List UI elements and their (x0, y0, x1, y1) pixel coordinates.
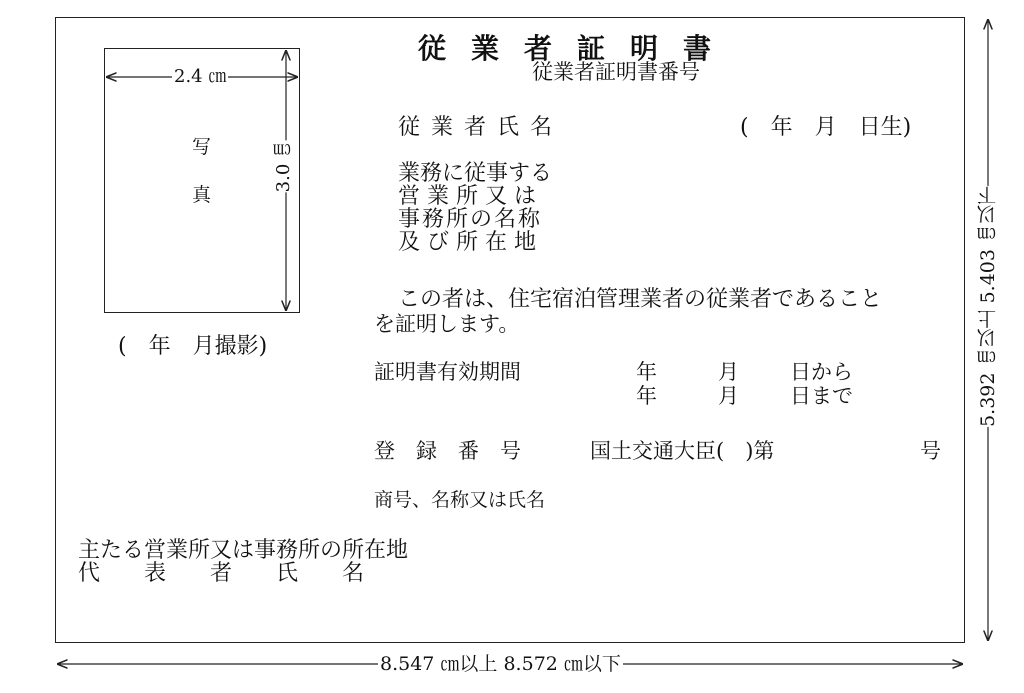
main-office-label: 主たる営業所又は事務所の所在地 (78, 538, 409, 563)
registration-value: 国土交通大臣( )第 (590, 439, 775, 463)
photo-text-2: 真 (192, 184, 212, 206)
certificate-number-label: 従業者証明書番号 (532, 60, 700, 84)
office-label-line3: 事務所の名称 (398, 207, 543, 232)
trade-name-label: 商号、名称又は氏名 (374, 489, 546, 511)
validity-to-year: 年 (636, 384, 657, 408)
registration-label: 登 録 番 号 (374, 439, 521, 463)
validity-to-month: 月 (718, 384, 739, 408)
validity-from-month: 月 (718, 360, 739, 384)
representative-label: 代 表 者 氏 名 (78, 561, 365, 586)
photo-width-label: 2.4 ㎝ (174, 66, 227, 87)
photo-height-label: 3.0 ㎝ (273, 140, 294, 193)
card-height-label: 5.392 ㎝以上 5.403 ㎝以下 (977, 186, 999, 427)
birth-date-label: ( 年 月 日生) (740, 115, 912, 140)
registration-suffix: 号 (920, 439, 941, 463)
validity-from-year: 年 (636, 360, 657, 384)
certification-line1: この者は、住宅宿泊管理業者の従業者であること (398, 287, 883, 312)
certification-line2: を証明します。 (374, 312, 520, 336)
validity-to-day: 日まで (790, 384, 853, 408)
office-label-line1: 業務に従事する (398, 161, 553, 186)
employee-name-label: 従 業 者 氏 名 (398, 115, 554, 140)
office-label-line2: 営 業 所 又 は (398, 184, 536, 209)
card-width-label: 8.547 ㎝以上 8.572 ㎝以下 (380, 653, 621, 675)
validity-label: 証明書有効期間 (374, 360, 521, 384)
photo-text-1: 写 (192, 136, 212, 158)
office-label-line4: 及 び 所 在 地 (398, 230, 536, 255)
validity-from-day: 日から (790, 360, 853, 384)
photo-date-label: ( 年 月撮影) (118, 334, 268, 359)
document-title: 従業者証明書 (418, 32, 737, 65)
